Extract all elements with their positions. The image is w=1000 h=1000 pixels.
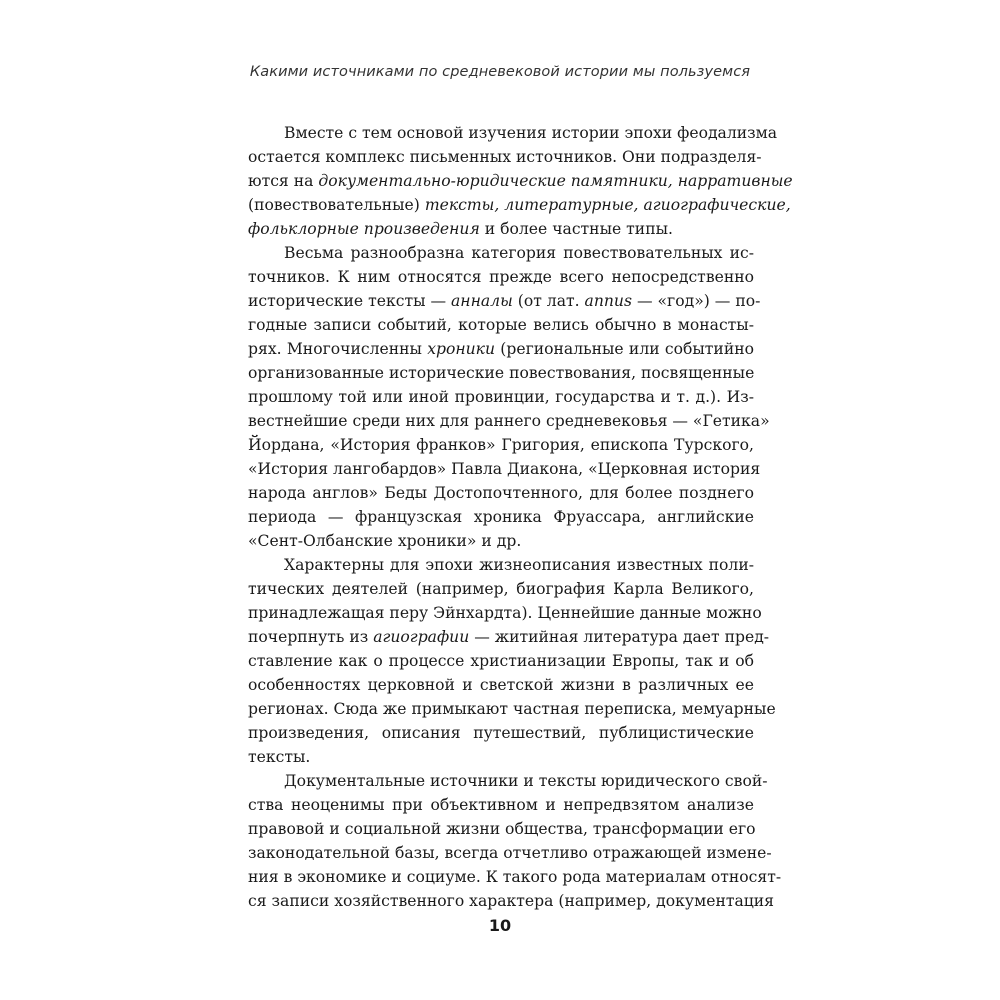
- text-line: [248, 865, 782, 889]
- text-run: регионах. Сюда же примыкают частная переписка, мемуарные: [248, 700, 776, 718]
- italic-term: хроники: [427, 340, 496, 358]
- text-run: вестнейшие среди них для раннего средневековья — «Гетика»: [248, 412, 770, 430]
- text-line: [248, 673, 754, 697]
- text-line: [248, 193, 791, 217]
- text-run: ся записи хозяйственного характера (например, документация: [248, 892, 775, 910]
- paragraph: [248, 553, 776, 769]
- text-line: [248, 481, 754, 505]
- paragraph: [248, 769, 782, 913]
- text-line: [248, 793, 754, 817]
- text-run: остается комплекс письменных источников. Они подразделя-: [248, 148, 762, 166]
- text-line: [248, 145, 762, 169]
- text-run: тексты.: [248, 748, 311, 766]
- text-run: прошлому той или иной провинции, государства и т. д.). Из-: [248, 388, 754, 406]
- running-header: Какими источниками по средневековой истории мы пользуемся: [249, 64, 751, 80]
- italic-term: тексты, литературные, агиографические,: [424, 196, 791, 214]
- text-run: «Сент-Олбанские хроники» и др.: [248, 532, 522, 550]
- text-line: [248, 121, 778, 145]
- text-run: годные записи событий, которые велись обычно в монасты-: [248, 316, 754, 334]
- text-line: [248, 241, 754, 265]
- text-line: [248, 217, 754, 241]
- text-run: Йордана, «История франков» Григория, епископа Турского,: [248, 436, 754, 454]
- text-line: [248, 505, 754, 529]
- text-run: ются на: [248, 172, 319, 190]
- text-line: [248, 769, 768, 793]
- text-line: [248, 457, 761, 481]
- italic-term: annus: [584, 292, 632, 310]
- text-run: ставление как о процессе христианизации Европы, так и об: [248, 652, 754, 670]
- text-run: Весьма разнообразна категория повествовательных ис-: [284, 244, 754, 262]
- text-line: [248, 577, 754, 601]
- italic-term: анналы: [451, 292, 513, 310]
- paragraph: [248, 121, 793, 241]
- text-line: [248, 385, 754, 409]
- text-run: исторические тексты —: [248, 292, 451, 310]
- page-number: 10: [488, 916, 512, 935]
- paragraph: [248, 241, 770, 553]
- text-line: [248, 817, 754, 841]
- text-run: — «год») — по-: [631, 292, 761, 310]
- text-run: рях. Многочисленны: [248, 340, 428, 358]
- text-run: Характерны для эпохи жизнеописания известных поли-: [284, 556, 754, 574]
- text-run: точников. К ним относятся прежде всего непосредственно: [248, 268, 754, 286]
- text-run: тических деятелей (например, биография Карла Великого,: [248, 580, 754, 598]
- text-run: народа англов» Беды Достопочтенного, для более позднего: [248, 484, 754, 502]
- text-line: [248, 409, 770, 433]
- italic-term: фольклорные произведения: [248, 220, 480, 238]
- text-run: почерпнуть из: [248, 628, 374, 646]
- text-line: [248, 745, 754, 769]
- text-run: ства неоценимы при объективном и непредвзятом анализе: [248, 796, 754, 814]
- text-run: периода — французская хроника Фруассара, английские: [248, 508, 754, 526]
- text-run: правовой и социальной жизни общества, трансформации его: [248, 820, 756, 838]
- text-line: [248, 313, 754, 337]
- text-run: особенностях церковной и светской жизни в различных ее: [248, 676, 754, 694]
- text-line: [248, 265, 754, 289]
- text-line: [248, 361, 754, 385]
- text-line: [248, 529, 754, 553]
- text-line: [248, 721, 754, 745]
- text-line: [248, 841, 772, 865]
- text-line: [248, 649, 754, 673]
- text-line: [248, 169, 793, 193]
- text-line: [248, 625, 770, 649]
- text-run: принадлежащая перу Эйнхардта). Ценнейшие данные можно: [248, 604, 762, 622]
- text-run: законодательной базы, всегда отчетливо отражающей измене-: [248, 844, 772, 862]
- text-line: [248, 697, 776, 721]
- text-run: Документальные источники и тексты юридического свой-: [284, 772, 768, 790]
- text-run: (региональные или событийно: [495, 340, 755, 358]
- text-run: «История лангобардов» Павла Диакона, «Церковная история: [248, 460, 761, 478]
- text-line: [248, 553, 754, 577]
- text-run: (повествовательные): [248, 196, 425, 214]
- text-line: [248, 601, 762, 625]
- italic-term: документально-юридические памятники, нарративные: [318, 172, 793, 190]
- text-run: произведения, описания путешествий, публицистические: [248, 724, 754, 742]
- text-run: Вместе с тем основой изучения истории эпохи феодализма: [284, 124, 778, 142]
- text-line: [248, 889, 775, 913]
- text-run: — житийная литература дает пред-: [469, 628, 770, 646]
- text-line: [248, 289, 761, 313]
- italic-term: агиографии: [373, 628, 470, 646]
- text-run: организованные исторические повествования, посвященные: [248, 364, 755, 382]
- body-text: [248, 121, 793, 913]
- text-line: [248, 337, 754, 361]
- text-line: [248, 433, 754, 457]
- text-run: и более частные типы.: [479, 220, 673, 238]
- text-run: (от лат.: [512, 292, 585, 310]
- text-run: ния в экономике и социуме. К такого рода материалам относят-: [248, 868, 782, 886]
